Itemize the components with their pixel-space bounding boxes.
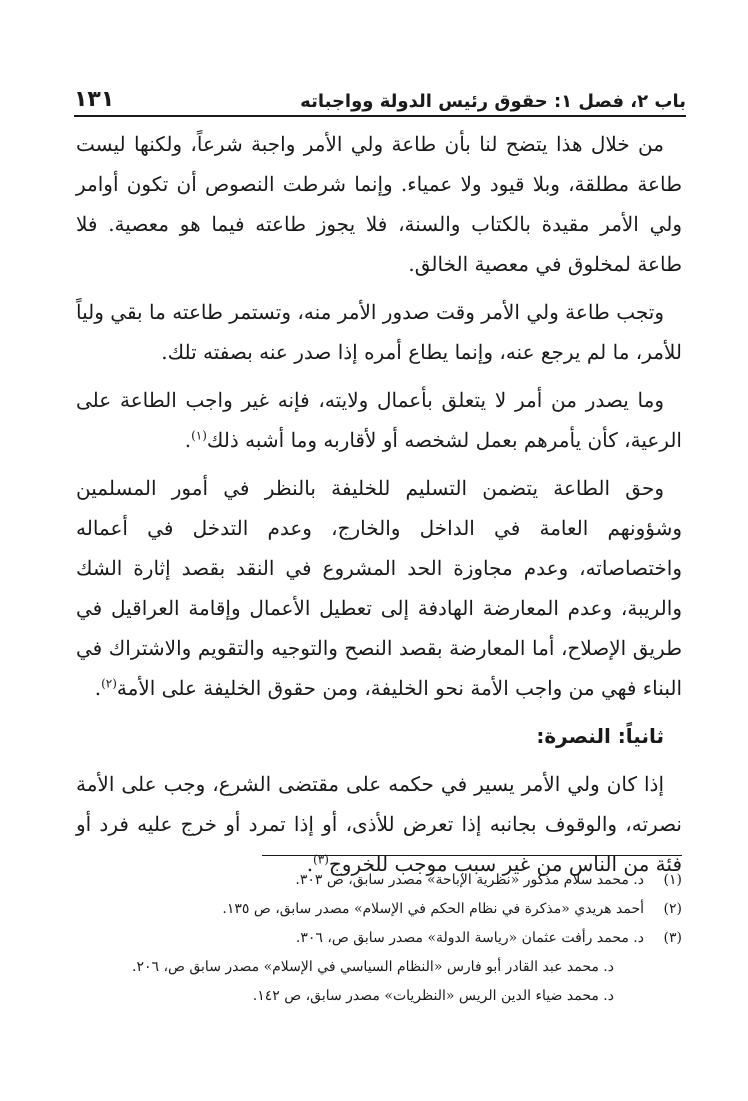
footnote-ref-2[interactable]: (٢) <box>101 676 117 691</box>
paragraph-5-end: . <box>306 852 314 876</box>
footnote-separator <box>262 855 682 856</box>
footnote-3-continuation-a <box>76 953 682 982</box>
footnote-3 <box>76 924 682 953</box>
paragraph-3-end: . <box>184 428 192 452</box>
paragraph-2 <box>76 292 682 372</box>
running-header <box>74 84 686 112</box>
page-number: ١٣١ <box>74 87 115 112</box>
footnote-text: د. محمد عبد القادر أبو فارس «النظام السياسي في الإسلام» مصدر سابق ص، ٢٠٦. <box>132 959 614 975</box>
footnote-number <box>622 953 652 982</box>
footnote-number: (٣) <box>663 930 682 946</box>
footnote-3-continuation-b <box>76 982 682 1011</box>
footnote-ref-1[interactable]: (١) <box>191 428 207 443</box>
footnotes <box>76 866 682 1011</box>
body-text <box>76 124 682 892</box>
footnote-text: د. محمد سلام مذكور «نظرية الإباحة» مصدر سابق، ص ٣٠٣. <box>295 872 644 888</box>
paragraph-1 <box>76 124 682 284</box>
section-heading: ثانياً: النصرة: <box>536 724 664 748</box>
footnote-text: د. محمد ضياء الدين الريس «النظريات» مصدر سابق، ص ١٤٢. <box>252 988 614 1004</box>
paragraph-3-text: وما يصدر من أمر لا يتعلق بأعمال ولايته، فإنه غير واجب الطاعة على الرعية، كأن يأمرهم بعمل لشخصه أو لأقاربه وما أشبه ذلك <box>76 388 682 452</box>
footnote-ref-3[interactable]: (٣) <box>313 852 329 867</box>
footnote-number: (٢) <box>663 901 682 917</box>
paragraph-4-end: . <box>94 676 102 700</box>
paragraph-2-text: وتجب طاعة ولي الأمر وقت صدور الأمر منه، وتستمر طاعته ما بقي ولياً للأمر، ما لم يرجع عنه، وإنما يطاع أمره إذا صدر عنه بصفته تلك. <box>76 300 682 364</box>
header-rule <box>74 115 686 117</box>
footnote-number: (١) <box>663 872 682 888</box>
paragraph-4 <box>76 468 682 708</box>
footnote-1 <box>76 866 682 895</box>
paragraph-4-text: وحق الطاعة يتضمن التسليم للخليفة بالنظر في أمور المسلمين وشؤونهم العامة في الداخل والخارج، وعدم التدخل في أعماله واختصاصاته، وعدم مجاوزة الحد المشروع في النقد بقصد إثارة الشك والريبة، وعدم المعارضة الهادفة إلى تعطيل الأعمال وإقامة العراقيل في طريق الإصلاح، أما المعارضة بقصد النصح والتوجيه والتقويم والاشتراك في البناء فهي من واجب الأمة نحو الخليفة، ومن حقوق الخليفة على الأمة <box>76 476 682 700</box>
footnote-text: د. محمد رأفت عثمان «رياسة الدولة» مصدر سابق ص، ٣٠٦. <box>295 930 644 946</box>
footnote-2 <box>76 895 682 924</box>
footnote-number <box>622 982 652 1011</box>
running-title: باب ٢، فصل ١: حقوق رئيس الدولة وواجباته <box>300 91 686 112</box>
paragraph-3 <box>76 380 682 460</box>
footnote-text: أحمد هريدي «مذكرة في نظام الحكم في الإسلام» مصدر سابق، ص ١٣٥. <box>222 901 644 917</box>
paragraph-5-text: إذا كان ولي الأمر يسير في حكمه على مقتضى الشرع، وجب على الأمة نصرته، والوقوف بجانبه إذا تعرض للأذى، أو إذا تمرد أو خرج عليه فرد أو فئة من الناس من غير سبب موجب للخروج <box>76 772 682 876</box>
paragraph-1-text: من خلال هذا يتضح لنا بأن طاعة ولي الأمر واجبة شرعاً، ولكنها ليست طاعة مطلقة، وبلا قيود ولا عمياء. وإنما شرطت النصوص أن تكون أوامر ولي الأمر مقيدة بالكتاب والسنة، فلا يجوز طاعته فيما هو معصية. فلا طاعة لمخلوق في معصية الخالق. <box>76 132 682 276</box>
